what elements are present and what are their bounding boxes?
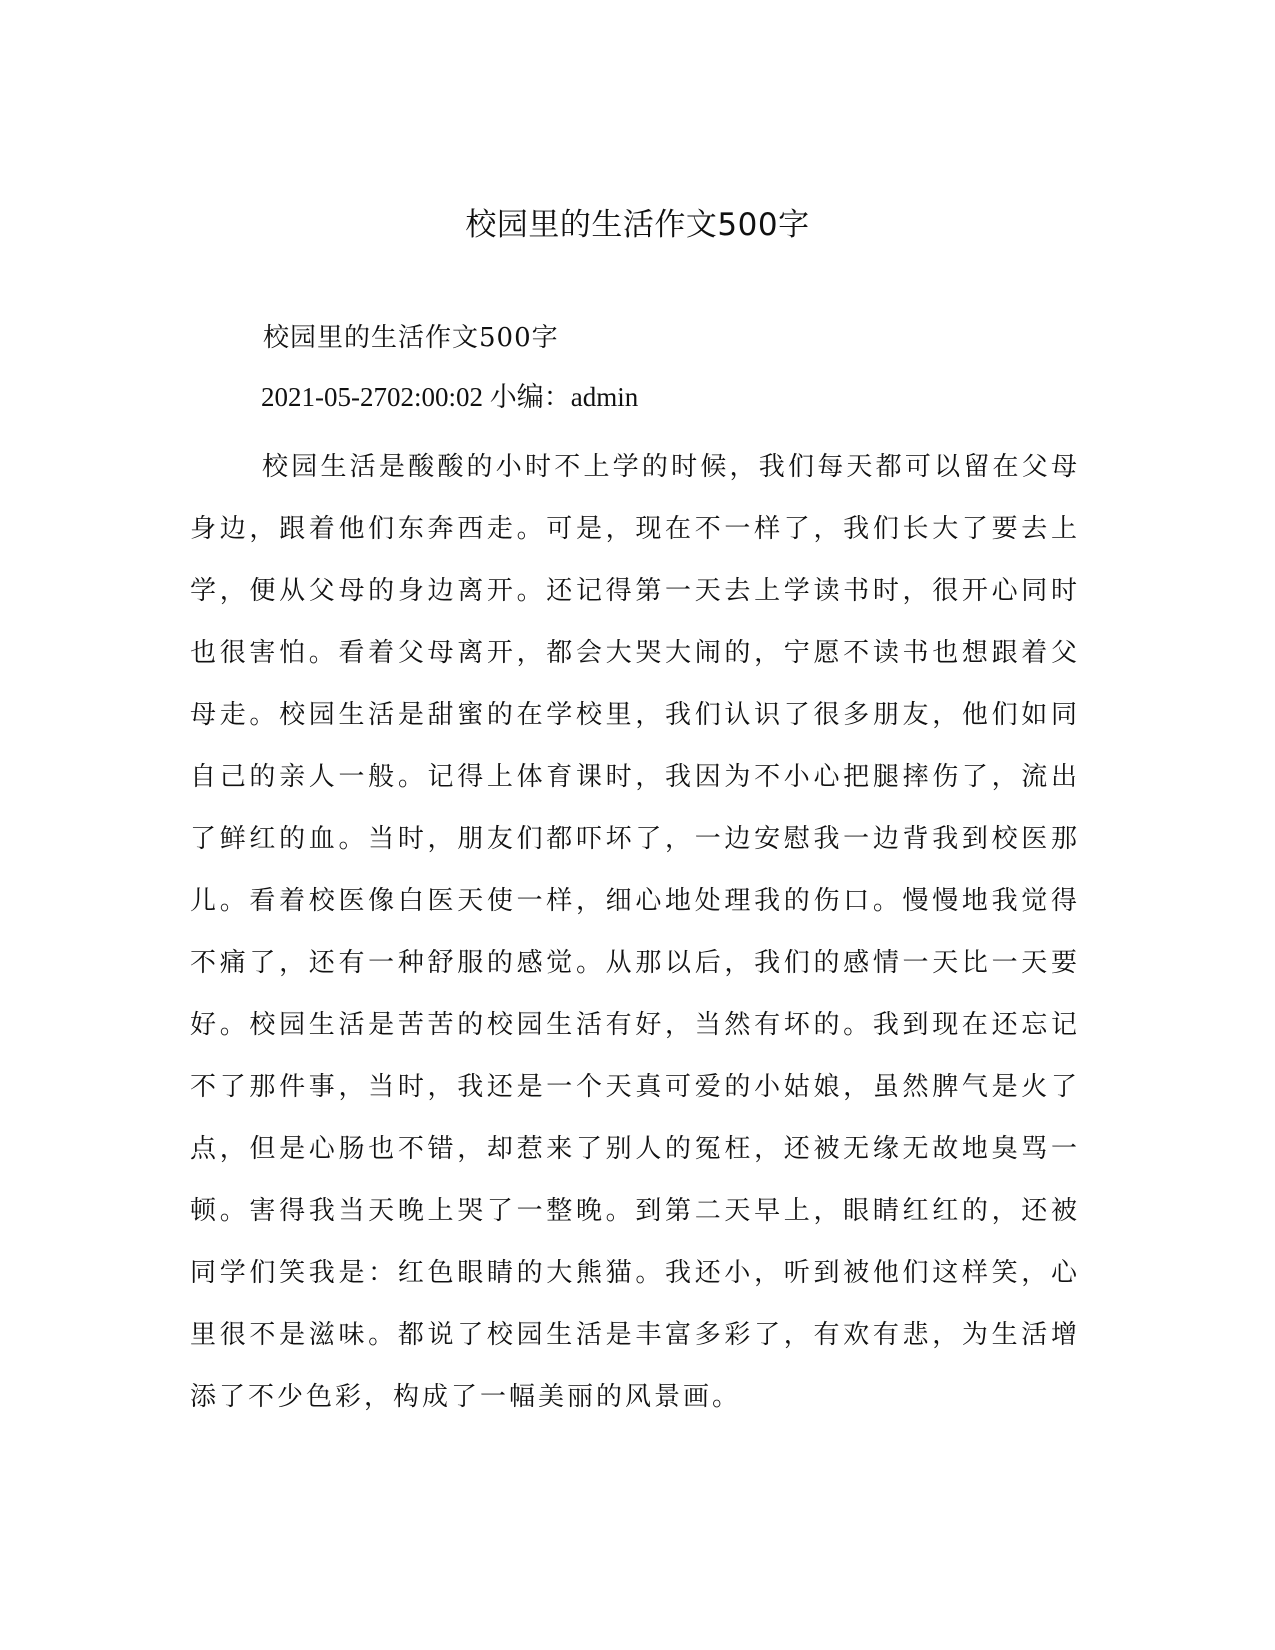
article-body: 校园生活是酸酸的小时不上学的时候，我们每天都可以留在父母身边，跟着他们东奔西走。可是，现在不一样了，我们长大了要去上学，便从父母的身边离开。还记得第一天去上学读书时，很开心同时也很害怕。看着父母离开，都会大哭大闹的，宁愿不读书也想跟着父母走。校园生活是甜蜜的在学校里，我们认识了很多朋友，他们如同自己的亲人一般。记得上体育课时，我因为不小心把腿摔伤了，流出了鲜红的血。当时，朋友们都吓坏了，一边安慰我一边背我到校医那儿。看着校医像白医天使一样，细心地处理我的伤口。慢慢地我觉得不痛了，还有一种舒服的感觉。从那以后，我们的感情一天比一天要好。校园生活是苦苦的校园生活有好，当然有坏的。我到现在还忘记不了那件事，当时，我还是一个天真可爱的小姑娘，虽然脾气是火了点，但是心肠也不错，却惹来了别人的冤枉，还被无缘无故地臭骂一顿。害得我当天晚上哭了一整晚。到第二天早上，眼睛红红的，还被同学们笑我是：红色眼睛的大熊猫。我还小，听到被他们这样笑，心里很不是滋味。都说了校园生活是丰富多彩了，有欢有悲，为生活增添了不少色彩，构成了一幅美丽的风景画。 (190, 452, 1080, 1412)
article-meta: 2021-05-2702:00:02 小编：admin (261, 382, 639, 412)
article-subtitle: 校园里的生活作文500字 (263, 323, 559, 353)
document-title: 校园里的生活作文500字 (465, 207, 810, 243)
